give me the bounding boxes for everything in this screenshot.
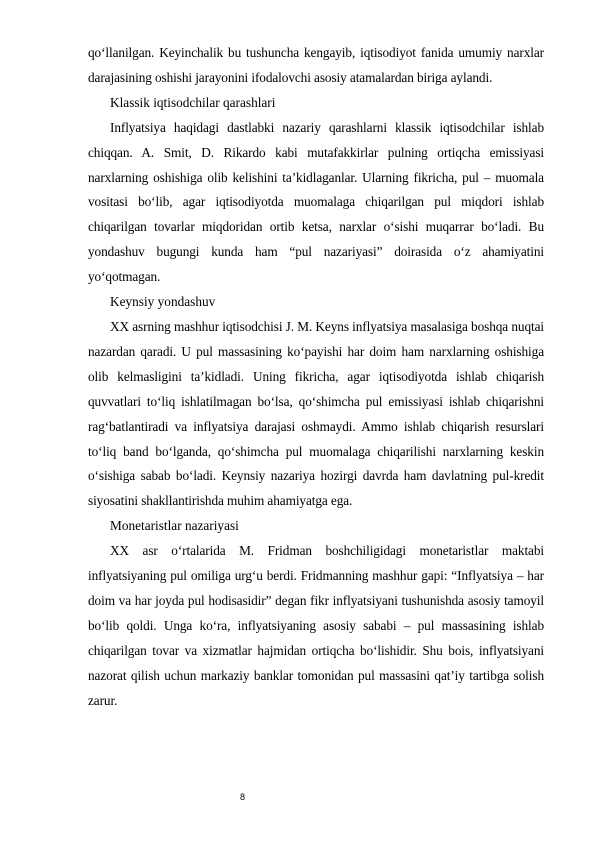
document-page: [88, 41, 544, 713]
paragraph-monetarist: XX asr o‘rtalarida M. Fridman boshchiligidagi monetaristlar maktabi inflyatsiyaning pul omiliga urg‘u berdi. Fridmanning mashhur gapi: “Inflyatsiya – har doim va har joyda pul hodisasidir” degan fikr inflyatsiyani tushunishda asosiy tamoyil bo‘lib qoldi. Unga ko‘ra, inflyatsiyaning asosiy sababi – pul massasining ishlab chiqarilgan tovar va xizmatlar hajmidan ortiqcha bo‘lishidir. Shu bois, inflyatsiyani nazorat qilish uchun markaziy banklar tomonidan pul massasini qat’iy tartibga solish zarur.: [88, 543, 544, 708]
page-number: 8: [240, 792, 246, 802]
section-heading-keynesian: Keynsiy yondashuv: [110, 294, 216, 310]
paragraph-keynesian: XX asrning mashhur iqtisodchisi J. M. Keyns inflyatsiya masalasiga boshqa nuqtai nazardan qaradi. U pul massasining ko‘payishi har doim ham narxlarning oshishiga olib kelmasligini ta’kidladi. Uning fikricha, agar iqtisodiyotda ishlab chiqarish quvvatlari to‘liq ishlatilmagan bo‘lsa, qo‘shimcha pul emissiyasi ishlab chiqarishni rag‘batlantiradi va inflyatsiya darajasi oshmaydi. Ammo ishlab chiqarish resurslari to‘liq band bo‘lganda, qo‘shimcha pul muomalaga chiqarilishi narxlarning keskin o‘sishiga sabab bo‘ladi. Keynsiy nazariya hozirgi davrda ham davlatning pul-kredit siyosatini shakllantirishda muhim ahamiyatga ega.: [88, 318, 544, 509]
section-heading-classical: Klassik iqtisodchilar qarashlari: [110, 94, 276, 110]
paragraph-classical: Inflyatsiya haqidagi dastlabki nazariy qarashlarni klassik iqtisodchilar ishlab chiqqan. A. Smit, D. Rikardo kabi mutafakkirlar pulning ortiqcha emissiyasi narxlarning oshishiga olib kelishini ta’kidlaganlar. Ularning fikricha, pul – muomala vositasi bo‘lib, agar iqtisodiyotda muomalaga chiqarilgan pul miqdori ishlab chiqarilgan tovarlar miqdoridan ortib ketsa, narxlar o‘sishi muqarrar bo‘ladi. Bu yondashuv bugungi kunda ham “pul nazariyasi” doirasida o‘z ahamiyatini yo‘qotmagan.: [88, 119, 544, 285]
paragraph-intro-continuation: qo‘llanilgan. Keyinchalik bu tushuncha kengayib, iqtisodiyot fanida umumiy narxlar darajasining oshishi jarayonini ifodalovchi asosiy atamalardan biriga aylandi.: [88, 45, 544, 85]
section-heading-monetarist: Monetaristlar nazariyasi: [110, 518, 239, 534]
